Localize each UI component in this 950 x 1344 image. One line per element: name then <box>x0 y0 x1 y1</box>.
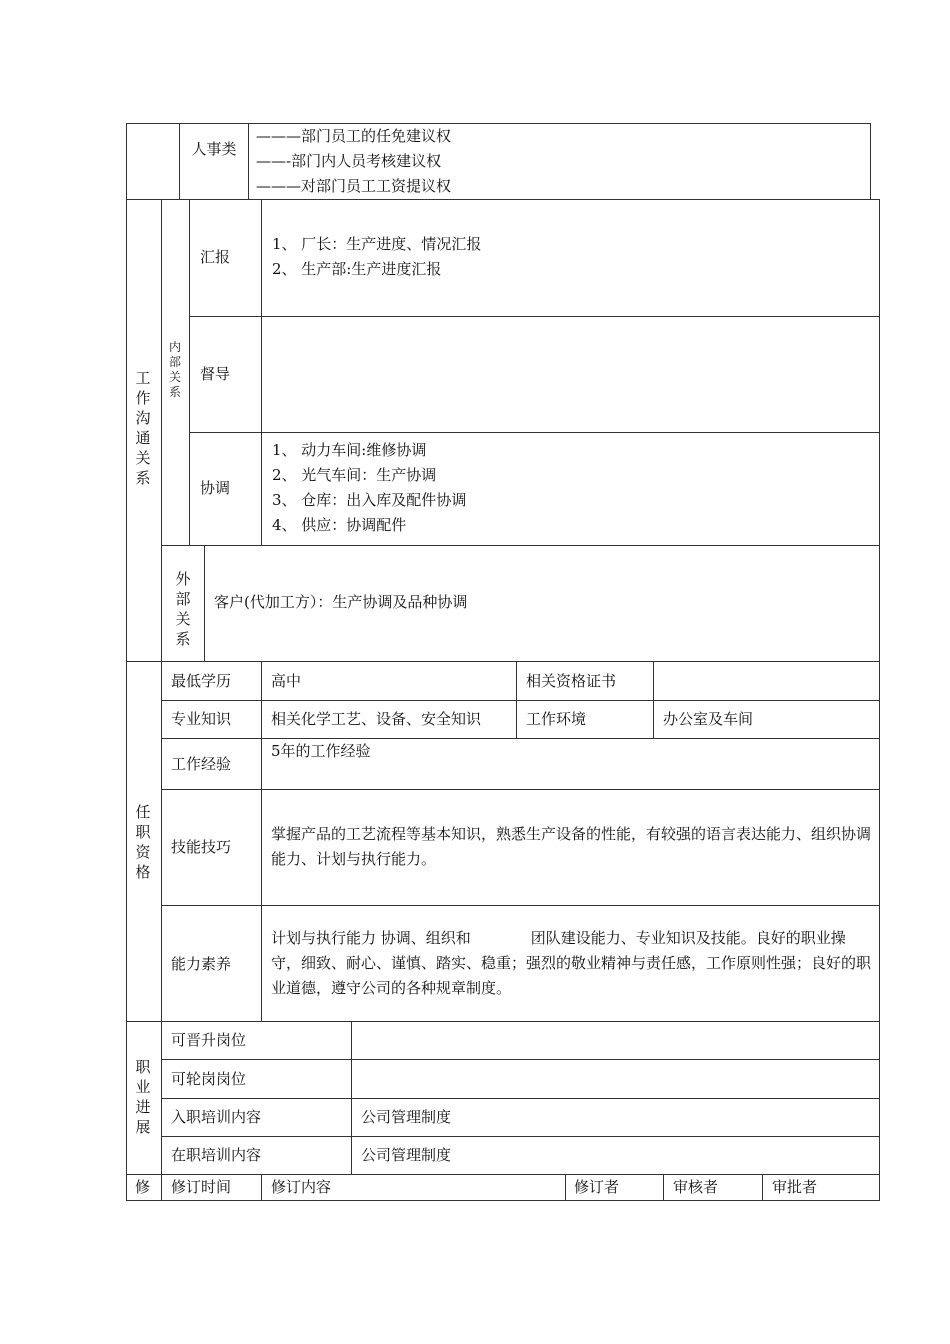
career-section-label: 职业进展 <box>135 1058 151 1136</box>
internal-relations-label: 内部关系 <box>168 340 181 399</box>
personnel-block <box>126 123 871 200</box>
personnel-category-label: 人事类 <box>191 140 237 158</box>
skills-label: 技能技巧 <box>171 838 232 856</box>
revision-row <box>126 1174 880 1201</box>
rotation-label: 可轮岗岗位 <box>171 1070 247 1088</box>
reviewer-header: 审核者 <box>673 1178 719 1196</box>
report-item: 2、 生产部:生产进度汇报 <box>272 260 442 278</box>
coordinate-item: 4、 供应：协调配件 <box>272 516 407 534</box>
external-relations-content: 客户(代加工方）：生产协调及品种协调 <box>214 593 468 611</box>
education-value: 高中 <box>271 672 302 690</box>
onboarding-label: 入职培训内容 <box>171 1108 262 1126</box>
revision-time-header: 修订时间 <box>171 1178 232 1196</box>
supervise-label: 督导 <box>200 365 231 383</box>
coordinate-item: 3、 仓库：出入库及配件协调 <box>272 491 467 509</box>
qualification-section-label: 任职资格 <box>135 803 151 881</box>
report-item: 1、 厂长：生产进度、情况汇报 <box>272 235 482 253</box>
competence-value: 计划与执行能力 协调、组织和 团队建设能力、专业知识及技能。良好的职业操守，细致、耐心、谨慎、踏实、稳重；强烈的敬业精神与责任感，工作原则性强；良好的职业道德，遵守公司的各种规章制度。 <box>271 929 872 997</box>
promotion-label: 可晋升岗位 <box>171 1031 247 1049</box>
competence-label: 能力素养 <box>171 955 232 973</box>
reviser-header: 修订者 <box>574 1178 620 1196</box>
onboarding-value: 公司管理制度 <box>361 1108 452 1126</box>
external-relations-label: 外部关系 <box>175 570 191 648</box>
coordinate-label: 协调 <box>200 479 231 497</box>
experience-value: 5年的工作经验 <box>271 742 371 760</box>
knowledge-value: 相关化学工艺、设备、安全知识 <box>271 710 482 728</box>
inservice-label: 在职培训内容 <box>171 1146 262 1164</box>
revision-section-label: 修 <box>135 1178 151 1196</box>
certificate-label: 相关资格证书 <box>526 672 617 690</box>
revision-content-header: 修订内容 <box>271 1178 332 1196</box>
coordinate-item: 2、 光气车间：生产协调 <box>272 466 437 484</box>
coordinate-list <box>272 438 466 538</box>
personnel-right-item: ———对部门员工工资提议权 <box>256 177 452 195</box>
inservice-value: 公司管理制度 <box>361 1146 452 1164</box>
coordinate-item: 1、 动力车间:维修协调 <box>272 441 427 459</box>
communication-section-label: 工作沟通关系 <box>135 369 151 487</box>
approver-header: 审批者 <box>772 1178 818 1196</box>
skills-value: 掌握产品的工艺流程等基本知识，熟悉生产设备的性能，有较强的语言表达能力、组织协调能力、计划与执行能力。 <box>271 825 872 868</box>
personnel-right-item: ——-部门内人员考核建议权 <box>256 152 442 170</box>
personnel-rights-list <box>256 124 451 199</box>
report-label: 汇报 <box>200 248 231 266</box>
knowledge-label: 专业知识 <box>171 710 232 728</box>
environment-value: 办公室及车间 <box>663 710 754 728</box>
personnel-right-item: ———部门员工的任免建议权 <box>256 127 452 145</box>
report-list <box>272 232 481 282</box>
experience-label: 工作经验 <box>171 755 232 773</box>
environment-label: 工作环境 <box>526 710 587 728</box>
education-label: 最低学历 <box>171 672 232 690</box>
